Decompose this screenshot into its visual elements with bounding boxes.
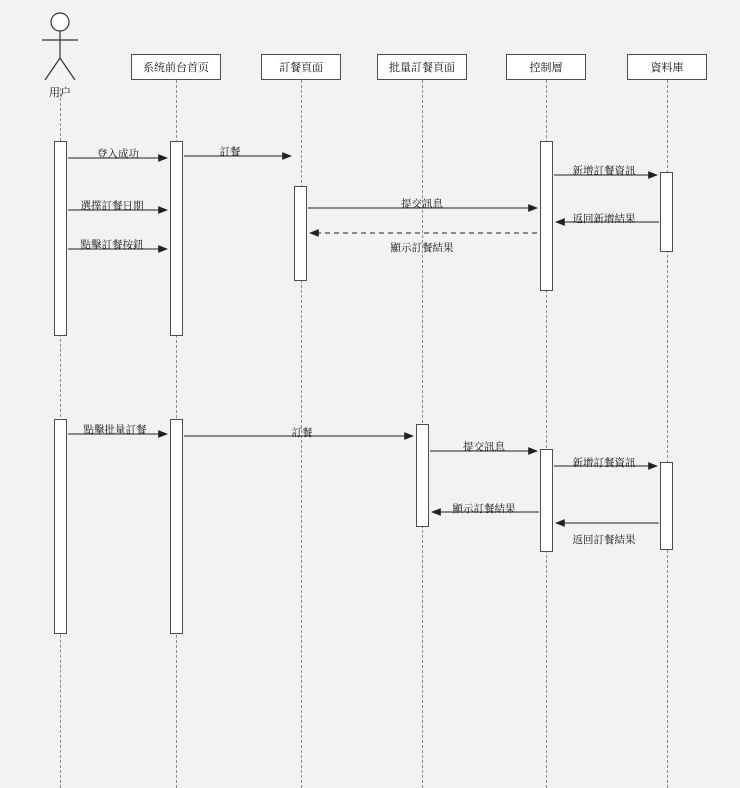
participant-label-batch: 批量訂餐頁面 (389, 62, 455, 74)
actor-stick-figure (42, 13, 78, 80)
activation-order-1 (294, 186, 307, 281)
message-label-m11: 提交訊息 (463, 441, 505, 453)
participant-box-control[interactable] (506, 54, 586, 80)
activation-control-1 (540, 141, 553, 291)
activation-home-2 (170, 419, 183, 634)
message-label-m5: 提交訊息 (401, 198, 443, 210)
participant-label-db: 資料庫 (650, 62, 684, 74)
message-label-m10: 訂餐 (291, 427, 313, 439)
participant-label-order: 訂餐頁面 (279, 62, 323, 74)
actor-label: 用户 (49, 87, 71, 99)
message-label-m6: 返回新增結果 (572, 213, 636, 225)
message-label-m4: 選擇訂餐日期 (80, 200, 144, 212)
message-label-m9: 點擊批量訂餐 (83, 424, 147, 436)
activation-control-2 (540, 449, 553, 552)
activation-db-2 (660, 462, 673, 550)
message-label-m1: 登入成功 (97, 148, 139, 160)
message-label-m14: 返回訂餐結果 (572, 534, 636, 546)
participant-box-order[interactable] (261, 54, 341, 80)
message-label-m2: 訂餐 (219, 146, 241, 158)
activation-batch-1 (416, 424, 429, 527)
participant-box-home[interactable] (131, 54, 221, 80)
participant-label-control: 控制層 (529, 62, 563, 74)
participant-label-home: 系统前台首页 (143, 62, 209, 74)
activation-actor-2 (54, 419, 67, 634)
message-label-m12: 新增訂餐資訊 (572, 457, 636, 469)
message-label-m3: 新增訂餐資訊 (572, 165, 636, 177)
activation-actor-1 (54, 141, 67, 336)
message-label-m13: 顯示訂餐結果 (452, 503, 516, 515)
message-label-m8: 顯示訂餐結果 (390, 242, 454, 254)
message-label-m7: 點擊訂餐按鈕 (80, 239, 144, 251)
activation-home-1 (170, 141, 183, 336)
activation-db-1 (660, 172, 673, 252)
participant-box-batch[interactable] (377, 54, 467, 80)
participant-box-db[interactable] (627, 54, 707, 80)
